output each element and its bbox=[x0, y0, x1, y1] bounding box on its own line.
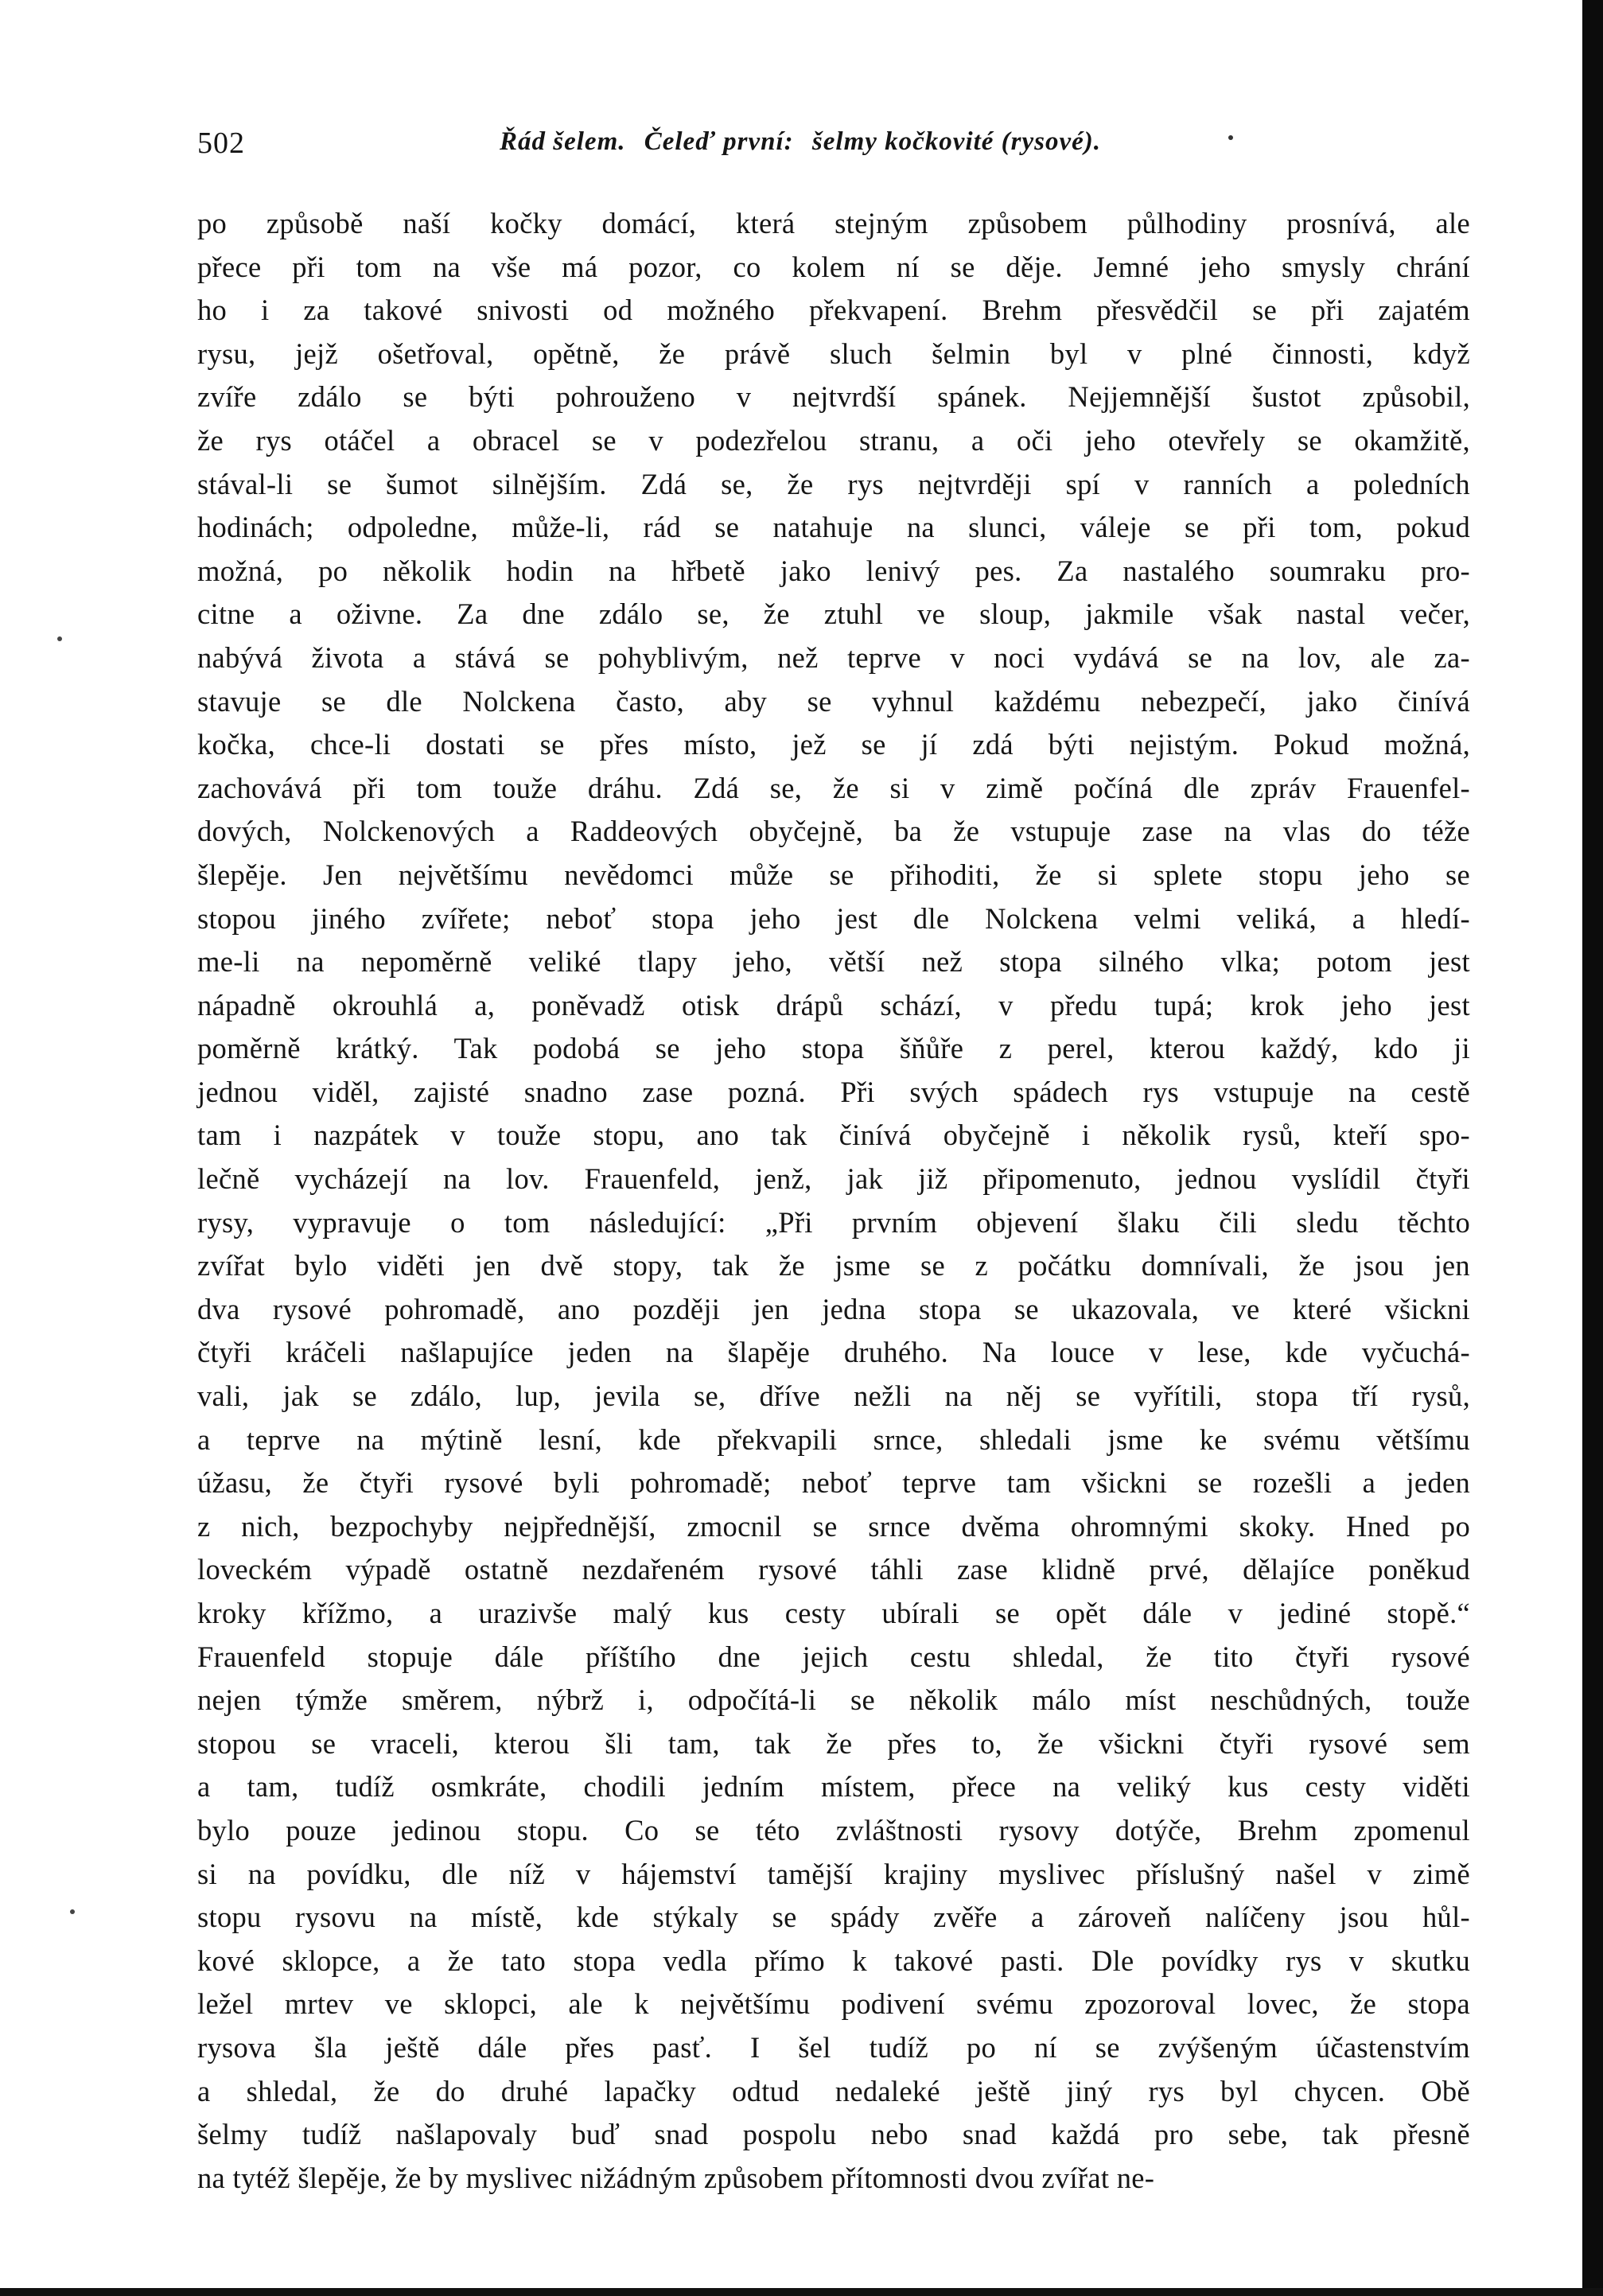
text-line: nápadně okrouhlá a, poněvadž otisk drápů schází, v předu tupá; krok jeho jest bbox=[197, 988, 1470, 1022]
text-line: hodinách; odpoledne, může-li, rád se natahuje na slunci, váleje se při tom, pokud bbox=[197, 511, 1470, 544]
text-line: kroky křížmo, a urazivše malý kus cesty ubírali se opět dále v jediné stopě.“ bbox=[197, 1597, 1470, 1629]
text-line: bylo pouze jedinou stopu. Co se této zvláštnosti rysovy dotýče, Brehm zpomenul bbox=[197, 1813, 1470, 1847]
text-line: stával-li se šumot silnějším. Zdá se, že rys nejtvrději spí v ranních a poledních bbox=[197, 467, 1470, 500]
body-text bbox=[197, 202, 1470, 2200]
book-page bbox=[197, 119, 1470, 2200]
text-line: dových, Nolckenových a Raddeových obyčejně, ba že vstupuje zase na vlas do téže bbox=[197, 815, 1470, 848]
text-line: že rys otáčel a obracel se v podezřelou stranu, a oči jeho otevřely se okamžitě, bbox=[197, 423, 1470, 457]
scan-edge-bottom bbox=[0, 2288, 1603, 2296]
text-line: a shledal, že do druhé lapačky odtud nedaleké ještě jiný rys byl chycen. Obě bbox=[197, 2074, 1470, 2107]
text-line: šlepěje. Jen největšímu nevědomci může se přihoditi, že si splete stopu jeho se bbox=[197, 858, 1470, 891]
text-line: a tam, tudíž osmkráte, chodili jedním místem, přece na veliký kus cesty viděti bbox=[197, 1770, 1470, 1804]
text-line: zvíře zdálo se býti pohrouženo v nejtvrdší spánek. Nejjemnější šustot způsobil, bbox=[197, 380, 1470, 414]
text-line: rysu, jejž ošetřoval, opětně, že právě sluch šelmin byl v plné činnosti, když bbox=[197, 337, 1470, 370]
text-line: čtyři kráčeli našlapujíce jeden na šlapěje druhého. Na louce v lese, kde vyčuchá- bbox=[197, 1336, 1470, 1369]
header-dot bbox=[1228, 135, 1233, 140]
text-line: tam i nazpátek v touže stopu, ano tak činívá obyčejně i několik rysů, kteří spo- bbox=[197, 1119, 1470, 1152]
text-line: si na povídku, dle níž v hájemství tamější krajiny myslivec příslušný našel v zimě bbox=[197, 1857, 1470, 1890]
text-line: poměrně krátký. Tak podobá se jeho stopa šňůře z perel, kterou každý, kdo ji bbox=[197, 1032, 1470, 1065]
text-line: citne a oživne. Za dne zdálo se, že ztuhl ve sloup, jakmile však nastal večer, bbox=[197, 597, 1470, 631]
text-line: úžasu, že čtyři rysové byli pohromadě; neboť teprve tam všickni se rozešli a jeden bbox=[197, 1466, 1470, 1500]
text-line: jednou viděl, zajisté snadno zase pozná. Při svých spádech rys vstupuje na cestě bbox=[197, 1075, 1470, 1108]
text-line: kové sklopce, a že tato stopa vedla přímo k takové pasti. Dle povídky rys v skutku bbox=[197, 1944, 1470, 1977]
text-line: na tytéž šlepěje, že by myslivec nižádným způsobem přítomnosti dvou zvířat ne- bbox=[197, 2161, 1155, 2194]
page-header bbox=[197, 119, 1470, 167]
text-line: rysy, vypravuje o tom následující: „Při prvním objevení šlaku čili sledu těchto bbox=[197, 1205, 1470, 1239]
text-line: stopou se vraceli, kterou šli tam, tak že přes to, že všickni čtyři rysové sem bbox=[197, 1726, 1470, 1760]
scan-edge-right bbox=[1582, 0, 1603, 2296]
text-line: z nich, bezpochyby nejpřednější, zmocnil se srnce dvěma ohromnými skoky. Hned po bbox=[197, 1509, 1470, 1543]
text-line: a teprve na mýtině lesní, kde překvapili srnce, shledali jsme ke svému většímu bbox=[197, 1422, 1470, 1456]
text-line: me-li na nepoměrně veliké tlapy jeho, větší než stopa silného vlka; potom jest bbox=[197, 945, 1470, 979]
margin-mark bbox=[57, 636, 62, 641]
text-line: kočka, chce-li dostati se přes místo, jež se jí zdá býti nejistým. Pokud možná, bbox=[197, 728, 1470, 761]
text-line: zachovává při tom touže dráhu. Zdá se, že si v zimě počíná dle zpráv Frauenfel- bbox=[197, 771, 1470, 804]
running-head-family: Čeleď první: bbox=[644, 127, 794, 156]
text-line: možná, po několik hodin na hřbetě jako lenivý pes. Za nastalého soumraku pro- bbox=[197, 554, 1470, 587]
text-line: zvířat bylo viděti jen dvě stopy, tak že jsme se z počátku domnívali, že jsou jen bbox=[197, 1249, 1470, 1282]
text-line: stopu rysovu na místě, kde stýkaly se spády zvěře a zároveň nalíčeny jsou hůl- bbox=[197, 1901, 1470, 1934]
margin-mark bbox=[70, 1909, 75, 1914]
text-line: dva rysové pohromadě, ano později jen jedna stopa se ukazovala, ve které všickni bbox=[197, 1292, 1470, 1325]
text-line: ležel mrtev ve sklopci, ale k největšímu podivení svému zpozoroval lovec, že stopa bbox=[197, 1987, 1470, 2021]
text-line: loveckém výpadě ostatně nezdařeném rysové táhli zase klidně prvé, dělajíce poněkud bbox=[197, 1553, 1470, 1586]
text-line: nabývá života a stává se pohyblivým, než teprve v noci vydává se na lov, ale za- bbox=[197, 640, 1470, 674]
text-line: ho i za takové snivosti od možného překvapení. Brehm přesvědčil se při zajatém bbox=[197, 294, 1470, 327]
text-line: nejen týmže směrem, nýbrž i, odpočítá-li se několik málo míst neschůdných, touže bbox=[197, 1683, 1470, 1717]
text-line: lečně vycházejí na lov. Frauenfeld, jenž, jak již připomenuto, jednou vyslídil čtyři bbox=[197, 1162, 1470, 1196]
running-head-order: Řád šelem. bbox=[500, 127, 626, 156]
text-line: rysova šla ještě dále přes pasť. I šel tudíž po ní se zvýšeným účastenstvím bbox=[197, 2030, 1470, 2064]
text-line: šelmy tudíž našlapovaly buď snad pospolu nebo snad každá pro sebe, tak přesně bbox=[197, 2118, 1470, 2151]
text-line: vali, jak se zdálo, lup, jevila se, dříve nežli na něj se vyřítili, stopa tří rysů, bbox=[197, 1380, 1470, 1413]
text-line: po způsobě naší kočky domácí, která stejným způsobem půlhodiny prosnívá, ale bbox=[197, 207, 1470, 239]
text-line: stavuje se dle Nolckena často, aby se vyhnul každému nebezpečí, jako činívá bbox=[197, 684, 1470, 718]
text-line: přece při tom na vše má pozor, co kolem ní se děje. Jemné jeho smysly chrání bbox=[197, 250, 1470, 283]
text-line: Frauenfeld stopuje dále příštího dne jejich cestu shledal, že tito čtyři rysové bbox=[197, 1640, 1470, 1673]
running-head-subject: šelmy kočkovité (rysové). bbox=[811, 127, 1102, 156]
text-line: stopou jiného zvířete; neboť stopa jeho jest dle Nolckena velmi veliká, a hledí- bbox=[197, 901, 1470, 935]
running-head bbox=[500, 127, 1407, 157]
page-number: 502 bbox=[197, 126, 245, 160]
